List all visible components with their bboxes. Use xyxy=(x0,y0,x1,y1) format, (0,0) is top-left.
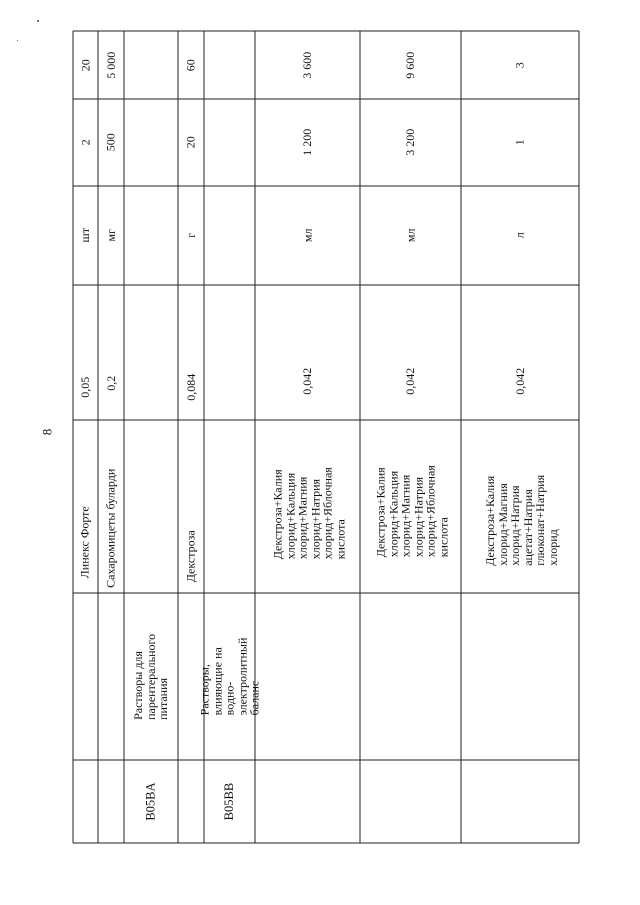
amount-cell: 1 200 xyxy=(300,129,315,156)
total-cell: 5 000 xyxy=(103,51,118,79)
group-name-cell: Растворы для парентерального питания xyxy=(131,633,171,720)
drug-name-cell: Линекс Форте xyxy=(78,506,93,579)
drug-name-cell: Декстроза xyxy=(183,530,198,583)
amount-cell: 1 xyxy=(512,139,527,146)
amount-cell: 20 xyxy=(183,136,198,149)
total-cell: 3 600 xyxy=(300,51,315,79)
dose-cell: 0,042 xyxy=(403,368,418,396)
page-number: 8 xyxy=(39,428,55,436)
atc-code-cell: B05BB xyxy=(221,782,236,821)
drug-name-cell: Декстроза+Калия хлорид+Кальция хлорид+Магния хлорид+Натрия хлорид+Яблочная кислота xyxy=(270,466,348,559)
unit-cell: мл xyxy=(300,228,315,243)
total-cell: 60 xyxy=(183,59,198,71)
amount-cell: 500 xyxy=(103,133,118,152)
unit-cell: мл xyxy=(403,228,418,243)
drug-name-cell: Декстроза+Калия хлорид+Магния хлорид+Натрия ацетат+Натрия глюконат+Натрия хлорид xyxy=(483,474,561,566)
total-cell: 3 xyxy=(512,62,527,68)
atc-code-cell: B05BA xyxy=(143,782,158,821)
unit-cell: л xyxy=(512,232,527,239)
drug-name-cell: Сахаромицеты буларди xyxy=(103,469,118,589)
dose-cell: 0,2 xyxy=(103,376,118,392)
group-name-cell: Растворы, влияющие на водно-электролитный баланс xyxy=(197,637,262,716)
amount-cell: 3 200 xyxy=(403,129,418,156)
dose-header: 2 xyxy=(78,139,93,146)
total-cell: 9 600 xyxy=(403,51,418,79)
unit-cell: шт xyxy=(78,228,93,243)
unit-cell: г xyxy=(183,233,198,238)
dose-cell: 0,042 xyxy=(300,368,315,396)
drug-name-cell: Декстроза+Калия хлорид+Кальция хлорид+Магния хлорид+Натрия хлорид+Яблочная кислота xyxy=(373,464,451,557)
unit-cell: мг xyxy=(103,229,118,242)
qty-header: 20 xyxy=(78,59,93,71)
dose-cell: 0,084 xyxy=(183,374,198,402)
dose-cell: 0,042 xyxy=(512,368,527,396)
dose-cell: 0,05 xyxy=(78,377,93,399)
